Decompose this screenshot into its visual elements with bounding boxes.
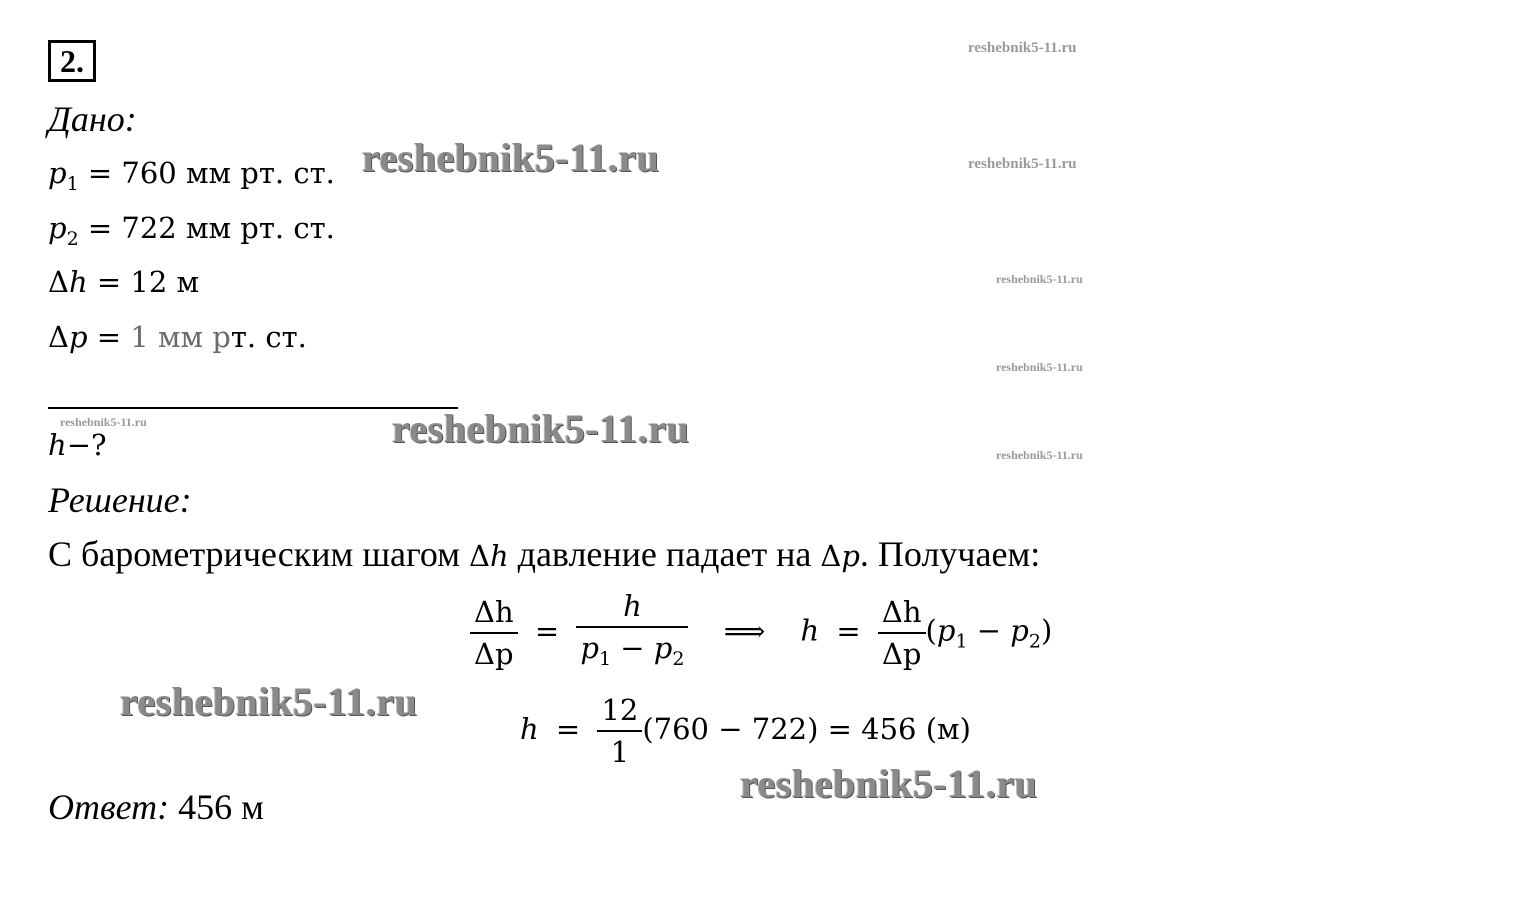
formula-2: h = $\frac{12}{1}$ (760 − 722) = 456 (м) xyxy=(520,690,971,772)
watermark-small-6: reshebnik5-11.ru xyxy=(996,448,1083,462)
watermark-3: reshebnik5-11.ru xyxy=(120,679,418,724)
given-delta-p: Δp = 1 мм рт. ст. xyxy=(48,320,307,354)
problem-number: 2. xyxy=(48,40,96,82)
given-delta-h: Δh = 12 м xyxy=(48,265,200,299)
watermark-2: reshebnik5-11.ru xyxy=(392,406,690,451)
fraction-dh-dp: $\frac{\Delta h}{\Delta p}$ xyxy=(470,592,518,674)
fraction-12-over-1: $\frac{12}{1}$ xyxy=(597,690,642,772)
given-p1: $p_1 = 760$ мм рт. ст. xyxy=(48,156,335,195)
solution-label: Решение: xyxy=(48,480,192,520)
given-label: Дано: xyxy=(48,99,137,139)
fraction-h-over-dp: $\frac{h}{p_1 - p_2}$ xyxy=(576,586,688,679)
watermark-4: reshebnik5-11.ru xyxy=(740,761,1038,806)
watermark-small-3: reshebnik5-11.ru xyxy=(996,272,1083,286)
given-p2: $p_2 = 722$ мм рт. ст. xyxy=(48,211,335,250)
watermark-small-4: reshebnik5-11.ru xyxy=(996,360,1083,374)
find-line: h−? xyxy=(48,428,107,462)
watermark-small-2: reshebnik5-11.ru xyxy=(968,156,1077,172)
answer-line: Ответ: 456 м xyxy=(48,787,264,827)
watermark-1: reshebnik5-11.ru xyxy=(362,135,660,180)
formula-1: $\frac{\Delta h}{\Delta p}$ = $\frac{h}{p_1 - p_2}$ ⟹ h = $\frac{\Delta h}{\Delta p}$ $(p_1 - p_2)$ xyxy=(470,586,1052,679)
watermark-small-5: reshebnik5-11.ru xyxy=(60,415,147,429)
watermark-small-1: reshebnik5-11.ru xyxy=(968,40,1077,56)
solution-text: С барометрическим шагом Δh давление падает на Δp. Получаем: xyxy=(48,534,1041,574)
fraction-dh-dp-2: $\frac{\Delta h}{\Delta p}$ xyxy=(878,592,926,674)
